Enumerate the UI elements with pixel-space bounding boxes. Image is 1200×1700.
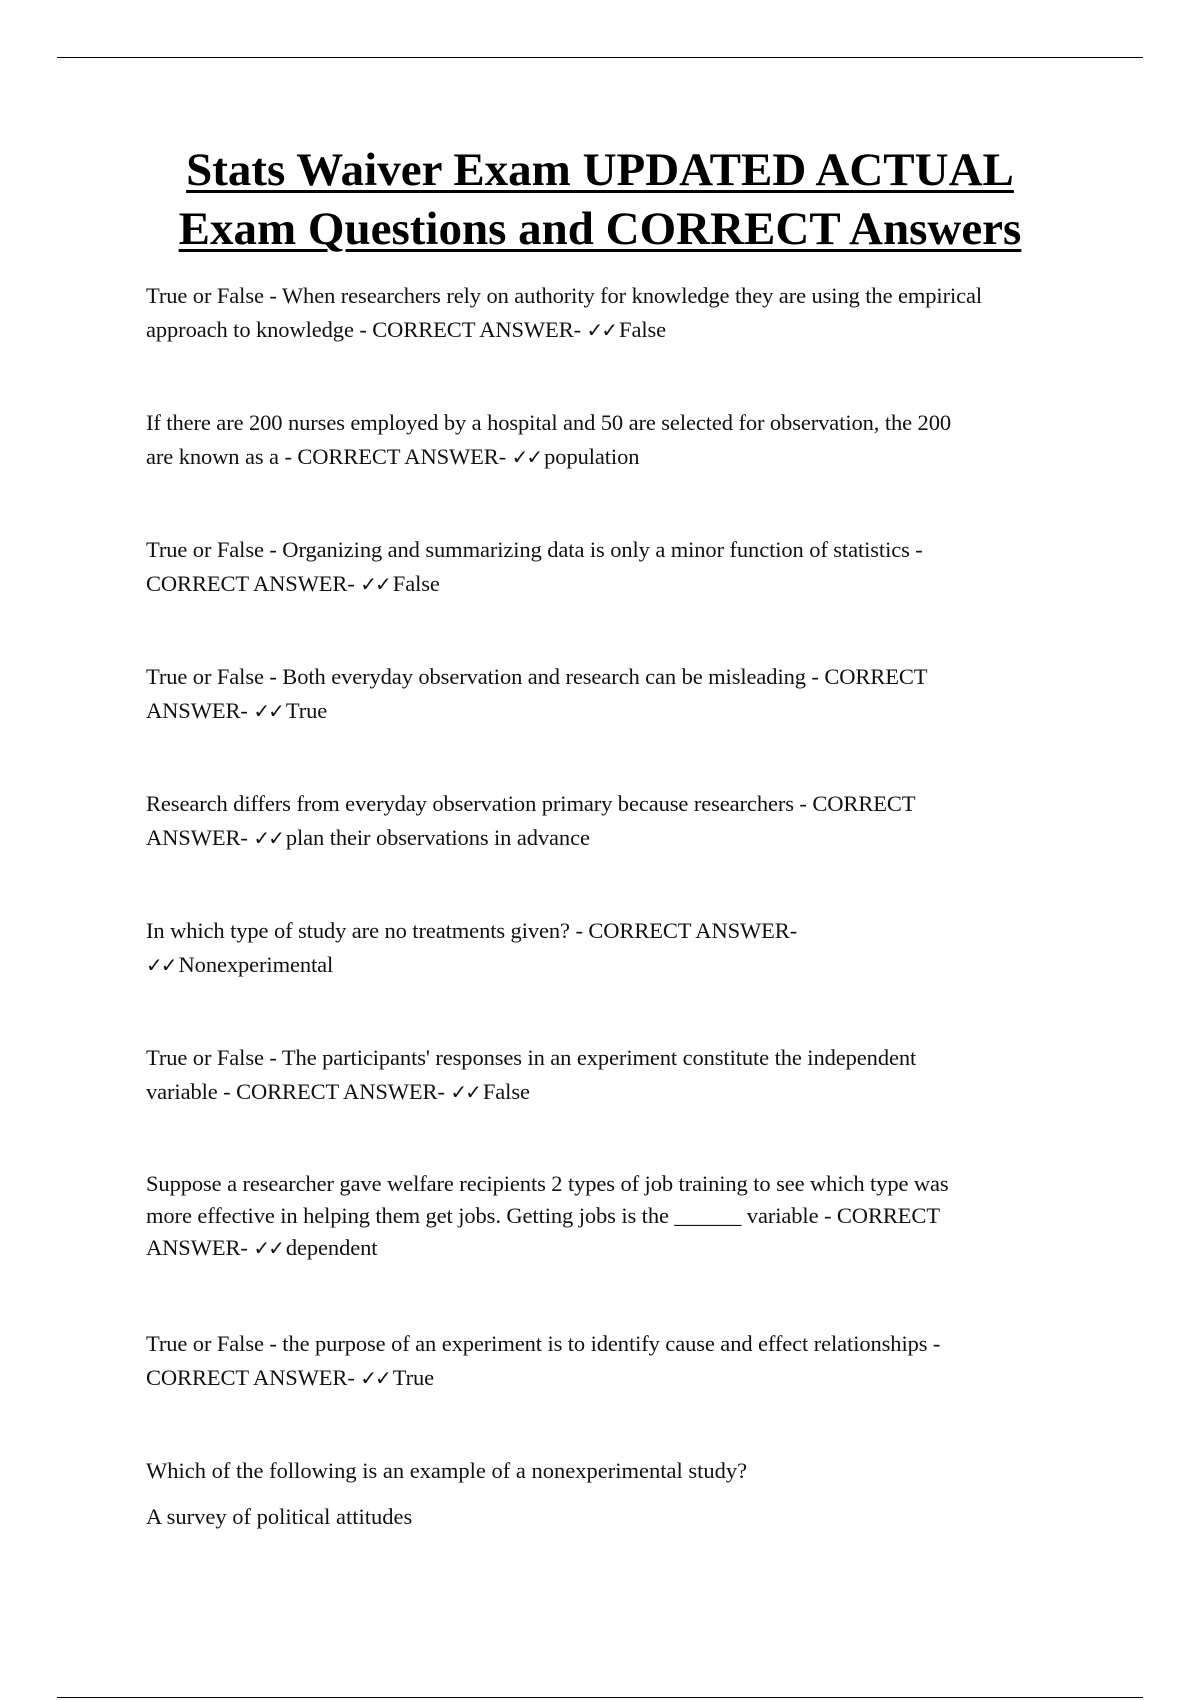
qa-item-1	[146, 279, 1076, 347]
question-text: If there are 200 nurses employed by a hospital and 50 are selected for observation, the 200	[146, 410, 951, 435]
qa-item-8	[146, 1168, 1076, 1264]
question-text-cont: more effective in helping them get jobs. Getting jobs is the ______ variable - CORRECT	[146, 1203, 940, 1228]
question-text: True or False - Organizing and summarizing data is only a minor function of statistics -	[146, 537, 923, 562]
qa-item-7	[146, 1041, 1076, 1109]
answer-prefix: approach to knowledge - CORRECT ANSWER-	[146, 317, 587, 342]
check-icon: ✓✓	[586, 318, 617, 342]
question-text: True or False - the purpose of an experiment is to identify cause and effect relationships -	[146, 1331, 941, 1356]
check-icon: ✓✓	[360, 1366, 390, 1390]
answer-line	[146, 948, 1076, 982]
answer-line	[146, 440, 1076, 474]
qa-item-4	[146, 660, 1076, 728]
answer-line	[146, 1361, 1076, 1395]
answer-line	[146, 1232, 1076, 1264]
check-icon: ✓✓	[253, 699, 283, 723]
answer-prefix: ANSWER-	[146, 1235, 254, 1260]
answer-text: False	[392, 571, 440, 596]
answer-text: population	[544, 444, 640, 469]
question-text: True or False - The participants' responses in an experiment constitute the independent	[146, 1045, 917, 1070]
title-line-1: Stats Waiver Exam UPDATED ACTUAL	[186, 144, 1014, 196]
answer-text: plan their observations in advance	[285, 825, 590, 850]
check-icon: ✓✓	[146, 953, 176, 977]
answer-text: True	[285, 698, 328, 723]
answer-prefix: variable - CORRECT ANSWER-	[146, 1079, 451, 1104]
answer-line	[146, 1075, 1076, 1109]
qa-item-6	[146, 914, 1076, 982]
answer-line	[146, 313, 1076, 347]
last-question: Which of the following is an example of a nonexperimental study?	[146, 1458, 748, 1483]
check-icon: ✓✓	[253, 1236, 283, 1260]
qa-item-3	[146, 533, 1076, 601]
question-text: True or False - When researchers rely on authority for knowledge they are using the empirical	[146, 283, 983, 308]
answer-prefix: CORRECT ANSWER-	[146, 1365, 361, 1390]
document-title	[100, 141, 1100, 259]
answer-prefix: ANSWER-	[146, 825, 254, 850]
question-text: True or False - Both everyday observation and research can be misleading - CORRECT	[146, 664, 928, 689]
check-icon: ✓✓	[511, 445, 542, 469]
top-rule	[57, 57, 1143, 58]
qa-item-9	[146, 1327, 1076, 1395]
question-text: In which type of study are no treatments given? - CORRECT ANSWER-	[146, 918, 798, 943]
answer-line	[146, 567, 1076, 601]
qa-item-2	[146, 406, 1076, 474]
question-text: Research differs from everyday observation primary because researchers - CORRECT	[146, 791, 916, 816]
last-answer: A survey of political attitudes	[146, 1504, 413, 1529]
answer-text: True	[392, 1365, 435, 1390]
check-icon: ✓✓	[450, 1080, 480, 1104]
answer-prefix: CORRECT ANSWER-	[146, 571, 361, 596]
answer-prefix: are known as a - CORRECT ANSWER-	[146, 444, 512, 469]
qa-item-5	[146, 787, 1076, 855]
answer-text: Nonexperimental	[178, 952, 334, 977]
check-icon: ✓✓	[360, 572, 390, 596]
answer-text: dependent	[285, 1235, 378, 1260]
answer-line	[146, 821, 1076, 855]
answer-line	[146, 694, 1076, 728]
answer-prefix: ANSWER-	[146, 698, 254, 723]
check-icon: ✓✓	[253, 826, 283, 850]
answer-text: False	[482, 1079, 530, 1104]
bottom-rule	[57, 1697, 1143, 1698]
question-text: Suppose a researcher gave welfare recipients 2 types of job training to see which type was	[146, 1171, 949, 1196]
answer-text: False	[619, 317, 667, 342]
title-line-2: Exam Questions and CORRECT Answers	[178, 203, 1022, 255]
